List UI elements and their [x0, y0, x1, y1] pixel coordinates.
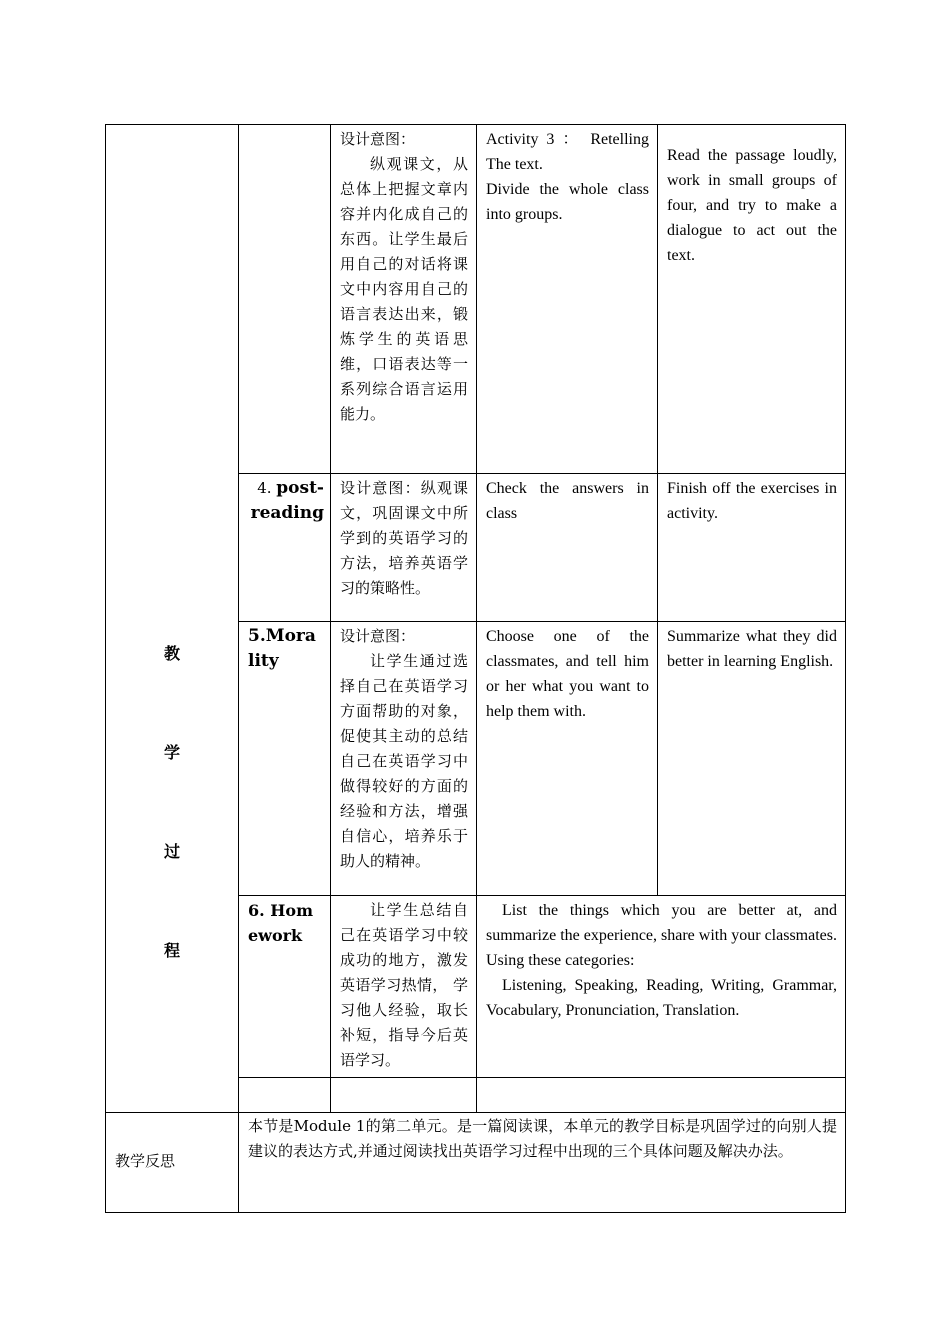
teacher-activity-cell: [477, 474, 658, 622]
side-char-4: 程: [163, 940, 180, 960]
intent-cell: [331, 622, 477, 896]
reflection-label-cell: [106, 1113, 239, 1213]
stage-title: 5.Morality: [248, 626, 316, 671]
homework-categories: Listening, Speaking, Reading, Writing, Grammar, Vocabulary, Pronunciation, Translation.: [486, 977, 837, 1019]
empty-cell: [477, 1078, 846, 1113]
table-row-activity3: [106, 125, 846, 474]
intent-cell: [331, 474, 477, 622]
empty-cell: [331, 1078, 477, 1113]
side-char-3: 过: [163, 841, 180, 861]
intent-cell: [331, 896, 477, 1078]
stage-cell-post-reading: [239, 474, 331, 622]
lesson-plan-table: [105, 124, 846, 1213]
student-activity-text: Summarize what they did better in learning English.: [667, 628, 837, 670]
student-activity-cell: [658, 474, 846, 622]
stage-number: 4.: [257, 479, 272, 497]
homework-task-cell: [477, 896, 846, 1078]
empty-cell: [239, 1078, 331, 1113]
reflection-text: 本节是Module 1的第二单元。是一篇阅读课，本单元的教学目标是巩固学过的向别人提建议的表达方式,并通过阅读找出英语学习过程中出现的三个具体问题及解决办法。: [248, 1117, 837, 1160]
stage-cell-homework: [239, 896, 331, 1078]
student-activity-cell: [658, 125, 846, 474]
teacher-activity-text: Check the answers in class: [486, 480, 649, 522]
student-activity-text: Read the passage loudly, work in small groups of four, and try to make a dialogue to act out the text.: [667, 147, 837, 264]
teacher-activity-text: Choose one of the classmates, and tell him or her what you want to help them with.: [486, 628, 649, 720]
stage-cell-morality: [239, 622, 331, 896]
student-activity-text: Finish off the exercises in activity.: [667, 480, 837, 522]
intent-text: 纵观课文，从总体上把握文章内容并内化成自己的东西。让学生最后用自己的对话将课文中内容用自己的语言表达出来，锻炼学生的英语思维，口语表达等一系列综合语言运用能力。: [340, 155, 468, 423]
teacher-activity-cell: [477, 125, 658, 474]
intent-label: 设计意图：: [340, 627, 416, 645]
teacher-activity-text: Divide the whole class into groups.: [486, 181, 649, 223]
intent-text: 让学生通过选择自己在英语学习方面帮助的对象，促使其主动的总结自己在英语学习中做得较好的方面的经验和方法，增强自信心，培养乐于助人的精神。: [340, 652, 468, 870]
intent-label: 设计意图：: [340, 130, 416, 148]
reflection-text-cell: [239, 1113, 846, 1213]
reflection-label: 教学反思: [115, 1152, 176, 1170]
side-char-2: 学: [163, 742, 180, 762]
homework-task-text: List the things which you are better at, and summarize the experience, share with your classmates. Using these categories:: [486, 902, 837, 969]
table-row-reflection: [106, 1113, 846, 1213]
process-side-label: [106, 125, 239, 1113]
stage-cell-empty: [239, 125, 331, 474]
side-char-1: 教: [163, 643, 180, 663]
stage-title: 6. Homework: [248, 901, 313, 945]
stage-title: post-reading: [250, 478, 324, 523]
student-activity-cell: [658, 622, 846, 896]
intent-text: 让学生总结自己在英语学习中较成功的地方，激发英语学习热情， 学习他人经验，取长补短，指导今后英语学习。: [340, 901, 468, 1069]
teacher-activity-title: Activity 3 ： Retelling The text.: [486, 131, 649, 173]
intent-cell: [331, 125, 477, 474]
intent-text: 设计意图：纵观课文，巩固课文中所学到的英语学习的方法，培养英语学习的策略性。: [340, 479, 468, 597]
teacher-activity-cell: [477, 622, 658, 896]
